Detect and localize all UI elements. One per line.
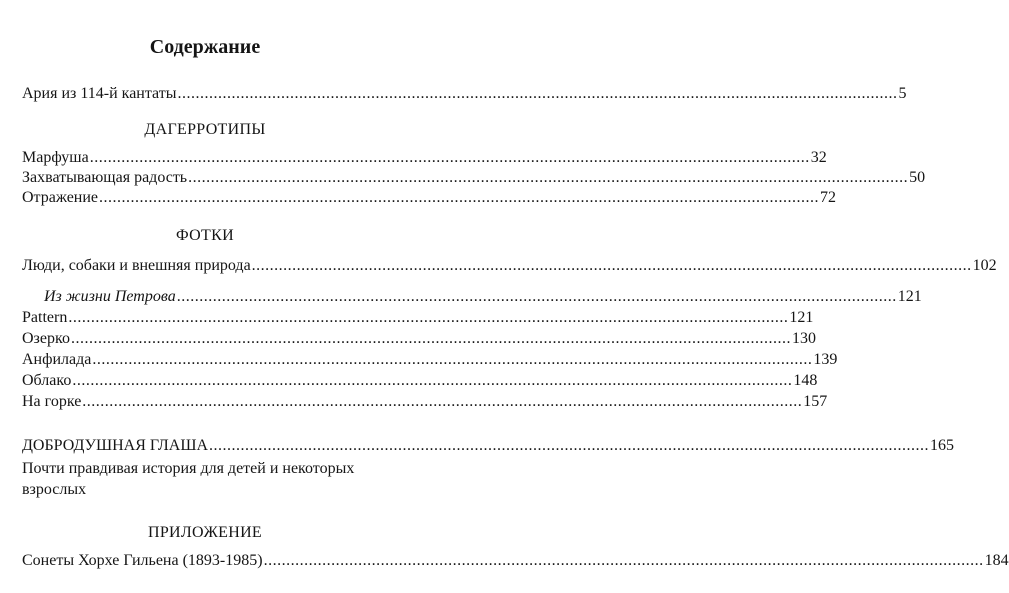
toc-entry-page: 130 (791, 330, 816, 347)
dot-leader: ................................................................................................................................................................ (176, 288, 897, 305)
toc-entry-page: 121 (789, 309, 814, 326)
toc-entry-page: 50 (909, 169, 926, 186)
toc-entry-page: 121 (897, 288, 922, 305)
toc-entry-title: Отражение (22, 189, 99, 206)
toc-entry-title: Люди, собаки и внешняя природа (22, 257, 251, 274)
toc-entry-title: Из жизни Петрова (44, 288, 176, 305)
toc-entry-title: Захватывающая радость (22, 169, 188, 186)
section-heading: ПРИЛОЖЕНИЕ (147, 524, 262, 541)
section-heading: ДАГЕРРОТИПЫ (144, 121, 266, 138)
toc-entry-page: 165 (930, 437, 955, 454)
entry-subtitle: Почти правдивая история для детей и некоторых взрослых (22, 460, 355, 498)
toc-entry-title: Облако (22, 372, 72, 389)
dot-leader: ................................................................................................................................................................ (68, 309, 789, 326)
section-heading: ФОТКИ (176, 227, 234, 244)
dot-leader: ................................................................................................................................................................ (72, 372, 793, 389)
dot-leader: ................................................................................................................................................................ (99, 189, 820, 206)
dot-leader: ................................................................................................................................................................ (89, 149, 810, 166)
toc-entry-title: Озерко (22, 330, 70, 347)
dot-leader: ................................................................................................................................................................ (188, 169, 909, 186)
dot-leader: ................................................................................................................................................................ (92, 351, 813, 368)
dot-leader: ................................................................................................................................................................ (177, 85, 898, 102)
toc-entry[interactable] (22, 308, 814, 328)
dot-leader: ................................................................................................................................................................ (82, 393, 803, 410)
toc-entry-page: 157 (803, 393, 828, 410)
toc-entry-page: 184 (984, 552, 1009, 569)
toc-entry[interactable] (22, 329, 816, 349)
toc-entry-title: Ария из 114-й кантаты (22, 85, 177, 102)
toc-entry[interactable] (22, 371, 818, 391)
toc-entry-title: Анфилада (22, 351, 92, 368)
dot-leader: ................................................................................................................................................................ (251, 257, 972, 274)
toc-entry-page: 72 (820, 189, 837, 206)
toc-entry[interactable] (22, 350, 838, 370)
toc-entry-title: Pattern (22, 309, 68, 326)
toc-entry[interactable] (22, 436, 955, 456)
toc-entry[interactable] (22, 551, 1009, 571)
dot-leader: ................................................................................................................................................................ (209, 437, 930, 454)
toc-entry-title: Марфуша (22, 149, 89, 166)
toc-entry-title: Сонеты Хорхе Гильена (1893-1985) (22, 552, 263, 569)
toc-entry[interactable] (22, 188, 837, 208)
toc-entry-page: 102 (972, 257, 997, 274)
dot-leader: ................................................................................................................................................................ (70, 330, 791, 347)
toc-entry-page: 5 (898, 85, 907, 102)
toc-entry[interactable] (22, 148, 827, 168)
toc-entry[interactable] (22, 256, 997, 276)
toc-entry-title: ДОБРОДУШНАЯ ГЛАША (22, 437, 209, 454)
toc-entry-page: 139 (813, 351, 838, 368)
toc-entry[interactable] (22, 287, 922, 307)
toc-entry[interactable] (22, 392, 828, 412)
dot-leader: ................................................................................................................................................................ (263, 552, 984, 569)
toc-entry-page: 32 (810, 149, 827, 166)
toc-entry-page: 148 (793, 372, 818, 389)
page-title: Содержание (149, 36, 261, 58)
toc-entry[interactable] (22, 84, 907, 104)
toc-entry[interactable] (22, 168, 926, 188)
toc-entry-title: На горке (22, 393, 82, 410)
